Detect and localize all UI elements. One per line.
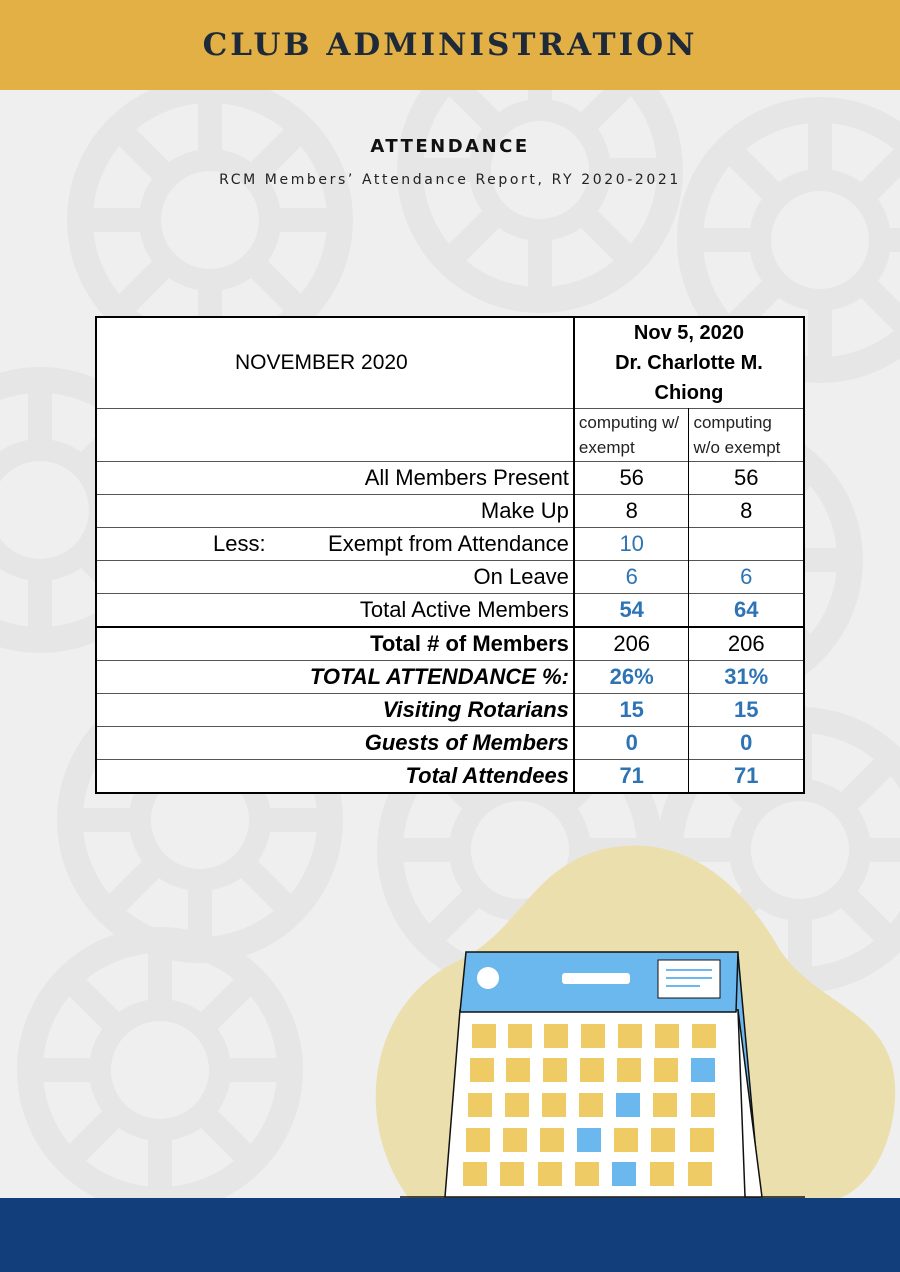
table-row xyxy=(96,462,804,495)
row-label: TOTAL ATTENDANCE %: xyxy=(96,661,574,694)
less-prefix: Less: xyxy=(213,531,266,556)
meeting-date: Nov 5, 2020 xyxy=(633,322,744,344)
row-label: Total Attendees xyxy=(96,760,574,794)
value-with-exempt: 71 xyxy=(574,760,689,794)
page-header-title: CLUB ADMINISTRATION xyxy=(202,27,698,63)
calendar-illustration xyxy=(400,940,810,1200)
value-with-exempt: 206 xyxy=(574,627,689,661)
value-with-exempt: 15 xyxy=(574,694,689,727)
table-row xyxy=(96,627,804,661)
table-header-row xyxy=(96,317,804,409)
column-header-with-exempt: computing w/ exempt xyxy=(574,409,689,462)
section-subtitle: RCM Members’ Attendance Report, RY 2020-2021 xyxy=(219,172,681,188)
row-label: Make Up xyxy=(96,495,574,528)
table-row xyxy=(96,594,804,628)
table-row xyxy=(96,495,804,528)
row-label: Total Active Members xyxy=(96,594,574,628)
value-without-exempt: 31% xyxy=(689,661,804,694)
value-without-exempt: 64 xyxy=(689,594,804,628)
value-without-exempt: 0 xyxy=(689,727,804,760)
value-without-exempt: 8 xyxy=(689,495,804,528)
value-with-exempt: 6 xyxy=(574,561,689,594)
value-without-exempt xyxy=(689,528,804,561)
row-label: Visiting Rotarians xyxy=(96,694,574,727)
row-label: On Leave xyxy=(96,561,574,594)
value-without-exempt: 56 xyxy=(689,462,804,495)
value-with-exempt: 10 xyxy=(574,528,689,561)
month-label: NOVEMBER 2020 xyxy=(96,317,574,409)
value-without-exempt: 206 xyxy=(689,627,804,661)
row-label: Total # of Members xyxy=(96,627,574,661)
meeting-header xyxy=(574,317,804,409)
attendance-table xyxy=(95,316,805,794)
value-without-exempt: 71 xyxy=(689,760,804,794)
column-header-without-exempt: computing w/o exempt xyxy=(689,409,804,462)
table-row xyxy=(96,561,804,594)
value-without-exempt: 15 xyxy=(689,694,804,727)
value-with-exempt: 8 xyxy=(574,495,689,528)
table-row xyxy=(96,661,804,694)
value-with-exempt: 26% xyxy=(574,661,689,694)
computation-header-row xyxy=(96,409,804,462)
table-row xyxy=(96,760,804,794)
row-label: All Members Present xyxy=(96,462,574,495)
table-row xyxy=(96,528,804,561)
value-without-exempt: 6 xyxy=(689,561,804,594)
header-band xyxy=(0,0,900,90)
section-title: ATTENDANCE xyxy=(370,136,530,157)
table-row xyxy=(96,694,804,727)
meeting-speaker: Dr. Charlotte M. Chiong xyxy=(615,352,763,404)
value-with-exempt: 0 xyxy=(574,727,689,760)
footer-band xyxy=(0,1198,900,1272)
value-with-exempt: 54 xyxy=(574,594,689,628)
row-label: Exempt from Attendance xyxy=(328,531,569,556)
row-label-exempt xyxy=(96,528,574,561)
row-label: Guests of Members xyxy=(96,727,574,760)
value-with-exempt: 56 xyxy=(574,462,689,495)
table-row xyxy=(96,727,804,760)
